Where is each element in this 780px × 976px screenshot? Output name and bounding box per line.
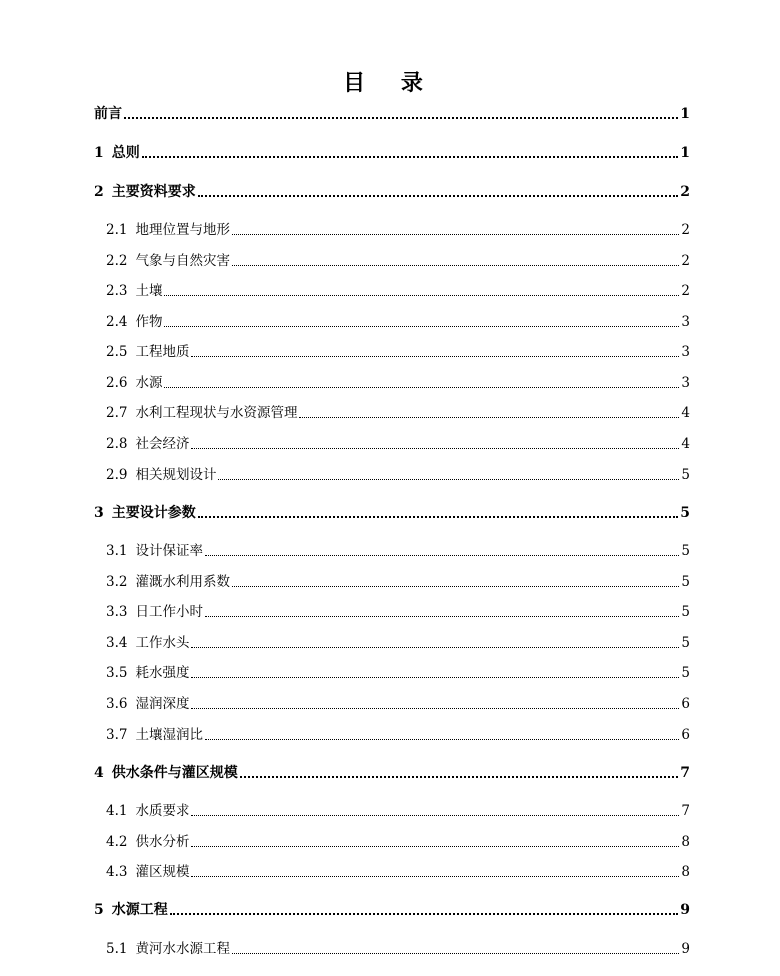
- toc-page-number: 2: [680, 184, 690, 200]
- toc-leader-dots: [191, 677, 679, 678]
- toc-leader-dots: [232, 586, 679, 587]
- toc-page-number: 1: [680, 106, 690, 122]
- toc-entry-number: 2.1: [106, 222, 128, 238]
- toc-entry-label: 主要设计参数: [111, 505, 196, 521]
- toc-page-number: 7: [681, 803, 690, 819]
- toc-entry-number: 2.2: [106, 253, 128, 269]
- toc-entry[interactable]: [106, 219, 690, 239]
- toc-entry-number: 2.3: [106, 283, 128, 299]
- toc-page-number: 7: [680, 765, 690, 781]
- toc-leader-dots: [232, 234, 679, 235]
- toc-entry-number: 3.5: [106, 665, 128, 681]
- toc-page-number: 3: [681, 344, 690, 360]
- toc-leader-dots: [191, 647, 679, 648]
- toc-page-number: 5: [681, 635, 690, 651]
- toc-entry-number: 3.6: [106, 696, 128, 712]
- toc-entry-label: 供水条件与灌区规模: [111, 765, 238, 781]
- toc-page-number: 5: [681, 467, 690, 483]
- toc-page-number: 9: [681, 941, 690, 957]
- toc-leader-dots: [191, 448, 679, 449]
- toc-entry-label: 主要资料要求: [111, 184, 196, 200]
- toc-entry-label: 日工作小时: [135, 604, 203, 620]
- toc-entry-label: 耗水强度: [135, 665, 190, 681]
- toc-page-number: 6: [681, 696, 690, 712]
- toc-entry-label: 气象与自然灾害: [135, 253, 230, 269]
- toc-leader-dots: [164, 387, 679, 388]
- toc-entry-number: 2.9: [106, 467, 128, 483]
- toc-entry-number: 3.4: [106, 635, 128, 651]
- toc-leader-dots: [205, 616, 679, 617]
- toc-entry[interactable]: [106, 861, 690, 881]
- page-title: 目 录: [343, 70, 437, 96]
- toc-entry-number: 1: [94, 145, 104, 161]
- toc-page-number: 4: [681, 436, 690, 452]
- toc-page-number: 5: [681, 665, 690, 681]
- toc-entry-label: 设计保证率: [135, 543, 203, 559]
- toc-entry-label: 前言: [94, 106, 122, 122]
- toc-page-number: 3: [681, 314, 690, 330]
- toc-leader-dots: [198, 516, 679, 518]
- toc-entry-number: 5.1: [106, 941, 128, 957]
- toc-entry-number: 3.1: [106, 543, 128, 559]
- toc-entry[interactable]: [106, 662, 690, 682]
- toc-entry-label: 地理位置与地形: [135, 222, 230, 238]
- toc-entry-number: 3.7: [106, 727, 128, 743]
- toc-page-number: 3: [681, 375, 690, 391]
- toc-leader-dots: [191, 876, 679, 877]
- toc-entry-label: 水源: [135, 375, 163, 391]
- toc-leader-dots: [164, 326, 679, 327]
- toc-entry[interactable]: [94, 899, 690, 919]
- toc-page-number: 9: [680, 902, 690, 918]
- toc-entry-label: 水利工程现状与水资源管理: [135, 405, 298, 421]
- toc-page-number: 5: [681, 543, 690, 559]
- toc-entry[interactable]: [106, 724, 690, 744]
- toc-entry-label: 黄河水水源工程: [135, 941, 230, 957]
- toc-entry-number: 4.2: [106, 834, 128, 850]
- toc-entry-number: 2.4: [106, 314, 128, 330]
- toc-entry[interactable]: [94, 502, 690, 522]
- toc-entry[interactable]: [94, 103, 690, 123]
- toc-entry-number: 3.2: [106, 574, 128, 590]
- toc-entry[interactable]: [106, 800, 690, 820]
- toc-entry[interactable]: [106, 571, 690, 591]
- toc-entry-number: 5: [94, 902, 104, 918]
- toc-leader-dots: [240, 776, 679, 778]
- toc-entry-label: 土壤湿润比: [135, 727, 203, 743]
- toc-entry-number: 3: [94, 505, 104, 521]
- toc-entry-label: 工作水头: [135, 635, 190, 651]
- toc-entry-label: 灌溉水利用系数: [135, 574, 230, 590]
- toc-entry[interactable]: [106, 250, 690, 270]
- toc-entry-label: 相关规划设计: [135, 467, 217, 483]
- toc-leader-dots: [232, 265, 679, 266]
- toc-entry-number: 4: [94, 765, 104, 781]
- toc-entry[interactable]: [94, 142, 690, 162]
- toc-entry-label: 水源工程: [111, 902, 168, 918]
- toc-entry[interactable]: [106, 433, 690, 453]
- toc-page-number: 5: [680, 505, 690, 521]
- toc-leader-dots: [191, 846, 679, 847]
- toc-entry[interactable]: [106, 693, 690, 713]
- toc-leader-dots: [198, 195, 679, 197]
- toc-leader-dots: [205, 555, 679, 556]
- toc-page-number: 4: [681, 405, 690, 421]
- toc-entry-number: 2.8: [106, 436, 128, 452]
- toc-leader-dots: [191, 356, 679, 357]
- toc-leader-dots: [191, 815, 679, 816]
- toc-entry-number: 4.1: [106, 803, 128, 819]
- toc-page-number: 2: [681, 253, 690, 269]
- toc-entry-label: 灌区规模: [135, 864, 190, 880]
- toc-page-number: 6: [681, 727, 690, 743]
- toc-page-number: 5: [681, 604, 690, 620]
- toc-entry-number: 2.7: [106, 405, 128, 421]
- toc-entry-number: 4.3: [106, 864, 128, 880]
- toc-entry-number: 3.3: [106, 604, 128, 620]
- toc-entry[interactable]: [106, 540, 690, 560]
- toc-entry-label: 湿润深度: [135, 696, 190, 712]
- toc-entry[interactable]: [94, 762, 690, 782]
- toc-leader-dots: [205, 739, 679, 740]
- toc-page-number: 8: [681, 834, 690, 850]
- toc-leader-dots: [170, 913, 679, 915]
- toc-page-number: 2: [681, 283, 690, 299]
- toc-entry[interactable]: [106, 280, 690, 300]
- toc-entry-number: 2.6: [106, 375, 128, 391]
- toc-leader-dots: [232, 953, 679, 954]
- toc-leader-dots: [191, 708, 679, 709]
- toc-entry[interactable]: [106, 831, 690, 851]
- toc-page-number: 2: [681, 222, 690, 238]
- toc-leader-dots: [124, 117, 678, 119]
- toc-entry[interactable]: [106, 632, 690, 652]
- toc-entry[interactable]: [106, 402, 690, 422]
- toc-entry-label: 作物: [135, 314, 163, 330]
- toc-page-number: 8: [681, 864, 690, 880]
- toc-entry-label: 社会经济: [135, 436, 190, 452]
- toc-leader-dots: [142, 156, 679, 158]
- toc-entry-label: 供水分析: [135, 834, 190, 850]
- toc-page-number: 5: [681, 574, 690, 590]
- toc-entry[interactable]: [94, 181, 690, 201]
- toc-entry-number: 2.5: [106, 344, 128, 360]
- toc-entry[interactable]: [106, 938, 690, 958]
- toc-entry[interactable]: [106, 464, 690, 484]
- toc-entry-label: 土壤: [135, 283, 163, 299]
- toc-entry[interactable]: [106, 341, 690, 361]
- toc-entry-label: 工程地质: [135, 344, 190, 360]
- toc-entry-label: 水质要求: [135, 803, 190, 819]
- toc-entry-label: 总则: [111, 145, 140, 161]
- toc-leader-dots: [218, 479, 679, 480]
- toc-entry-number: 2: [94, 184, 104, 200]
- toc-entry[interactable]: [106, 311, 690, 331]
- toc-page-number: 1: [680, 145, 690, 161]
- toc-entry[interactable]: [106, 372, 690, 392]
- toc-leader-dots: [299, 417, 679, 418]
- toc-leader-dots: [164, 295, 679, 296]
- toc-entry[interactable]: [106, 601, 690, 621]
